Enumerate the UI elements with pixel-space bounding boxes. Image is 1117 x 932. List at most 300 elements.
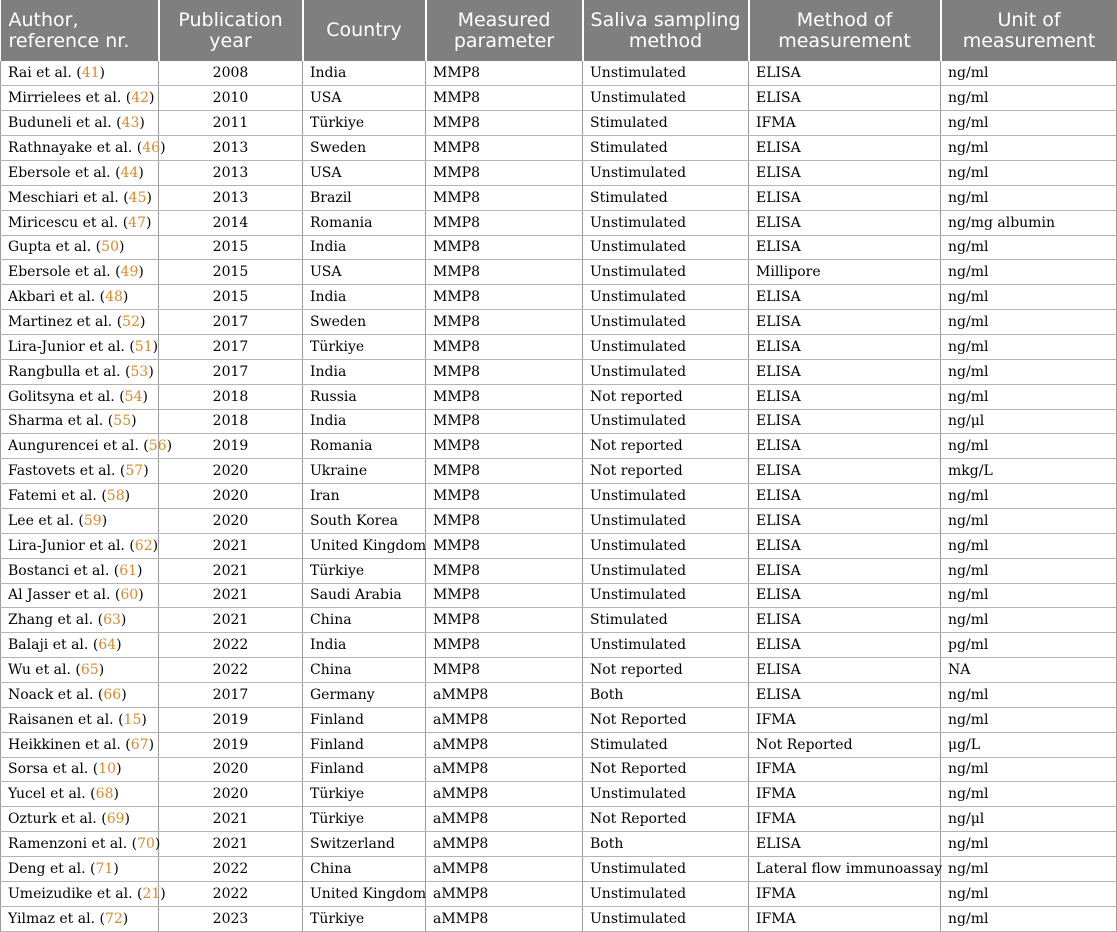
author-name: Umeizudike et al. — [8, 885, 133, 902]
cell-year: 2019 — [159, 732, 303, 757]
cell-year: 2018 — [159, 384, 303, 409]
cell-sampling: Unstimulated — [583, 310, 749, 335]
table-row — [1, 832, 1117, 857]
reference-link[interactable]: 53 — [130, 363, 149, 380]
cell-country: Sweden — [303, 310, 426, 335]
table-row — [1, 682, 1117, 707]
header-method: Method of measurement — [749, 0, 941, 61]
reference-link[interactable]: 46 — [142, 140, 161, 156]
reference-link[interactable]: 70 — [137, 836, 155, 853]
cell-parameter: aMMP8 — [426, 757, 583, 782]
cell-author: Rangbulla et al. (53) — [1, 359, 159, 384]
cell-method: ELISA — [749, 682, 941, 707]
cell-country: China — [303, 857, 426, 882]
cell-parameter: aMMP8 — [426, 881, 583, 906]
author-name: Deng et al. — [8, 860, 86, 877]
cell-author: Ebersole et al. (44) — [1, 160, 159, 185]
cell-parameter: MMP8 — [426, 384, 583, 409]
cell-year: 2013 — [159, 160, 303, 185]
cell-unit: ng/ml — [941, 160, 1117, 185]
cell-country: USA — [303, 260, 426, 285]
author-name: Gupta et al. — [8, 239, 92, 256]
cell-author: Rai et al. (41) — [1, 61, 159, 86]
reference-link[interactable]: 55 — [113, 413, 132, 430]
cell-country: Romania — [303, 434, 426, 459]
author-name: Golitsyna et al. — [8, 388, 115, 405]
cell-unit: ng/ml — [941, 533, 1117, 558]
cell-parameter: aMMP8 — [426, 906, 583, 931]
cell-country: India — [303, 235, 426, 260]
author-name: Aungurencei et al. — [8, 438, 139, 455]
reference-link[interactable]: 71 — [95, 860, 114, 877]
reference-link[interactable]: 51 — [134, 338, 153, 355]
cell-author: Sorsa et al. (10) — [1, 757, 159, 782]
reference-link[interactable]: 49 — [120, 264, 139, 281]
cell-country: Ukraine — [303, 459, 426, 484]
author-name: Yilmaz et al. — [8, 910, 96, 927]
cell-unit: ng/ml — [941, 682, 1117, 707]
cell-sampling: Not Reported — [583, 757, 749, 782]
cell-sampling: Stimulated — [583, 608, 749, 633]
cell-country: Türkiye — [303, 334, 426, 359]
cell-year: 2021 — [159, 608, 303, 633]
cell-author: Yucel et al. (68) — [1, 782, 159, 807]
cell-sampling: Unstimulated — [583, 906, 749, 931]
reference-link[interactable]: 44 — [120, 164, 139, 181]
cell-author: Ebersole et al. (49) — [1, 260, 159, 285]
cell-country: Switzerland — [303, 832, 426, 857]
cell-country: South Korea — [303, 508, 426, 533]
reference-link[interactable]: 56 — [148, 438, 167, 455]
cell-method: ELISA — [749, 61, 941, 86]
table-row — [1, 508, 1117, 533]
cell-method: ELISA — [749, 583, 941, 608]
cell-unit: ng/ml — [941, 608, 1117, 633]
reference-link[interactable]: 43 — [121, 115, 140, 132]
cell-author: Martinez et al. (52) — [1, 310, 159, 335]
cell-sampling: Unstimulated — [583, 508, 749, 533]
cell-unit: ng/ml — [941, 111, 1117, 136]
cell-year: 2015 — [159, 285, 303, 310]
reference-link[interactable]: 60 — [120, 587, 139, 604]
cell-author: Lee et al. (59) — [1, 508, 159, 533]
reference-link[interactable]: 10 — [98, 761, 117, 778]
table-row — [1, 61, 1117, 86]
cell-author: Zhang et al. (63) — [1, 608, 159, 633]
cell-author: Rathnayake et al. (46) — [1, 136, 159, 161]
cell-author: Yilmaz et al. (72) — [1, 906, 159, 931]
author-name: Balaji et al. — [8, 637, 89, 654]
cell-sampling: Unstimulated — [583, 558, 749, 583]
cell-author: Lira-Junior et al. (51) — [1, 334, 159, 359]
reference-link[interactable]: 42 — [131, 90, 150, 107]
cell-sampling: Stimulated — [583, 111, 749, 136]
table-row — [1, 807, 1117, 832]
cell-parameter: MMP8 — [426, 409, 583, 434]
cell-parameter: aMMP8 — [426, 707, 583, 732]
cell-method: ELISA — [749, 608, 941, 633]
cell-parameter: MMP8 — [426, 533, 583, 558]
header-row — [1, 0, 1117, 61]
cell-sampling: Unstimulated — [583, 484, 749, 509]
author-name: Sharma et al. — [8, 413, 104, 430]
cell-country: India — [303, 61, 426, 86]
cell-parameter: aMMP8 — [426, 682, 583, 707]
cell-country: Türkiye — [303, 782, 426, 807]
cell-country: United Kingdom — [303, 881, 426, 906]
cell-year: 2010 — [159, 86, 303, 111]
reference-link[interactable]: 65 — [80, 662, 99, 679]
table-row — [1, 111, 1117, 136]
cell-year: 2019 — [159, 707, 303, 732]
cell-sampling: Not reported — [583, 658, 749, 683]
reference-link[interactable]: 41 — [81, 65, 100, 82]
cell-unit: NA — [941, 658, 1117, 683]
table-row — [1, 857, 1117, 882]
cell-method: ELISA — [749, 409, 941, 434]
reference-link[interactable]: 72 — [104, 910, 123, 927]
cell-unit: ng/μl — [941, 409, 1117, 434]
table-row — [1, 658, 1117, 683]
cell-author: Bostanci et al. (61) — [1, 558, 159, 583]
author-name: Ozturk et al. — [8, 811, 97, 828]
author-name: Lee et al. — [8, 512, 74, 529]
cell-year: 2008 — [159, 61, 303, 86]
reference-link[interactable]: 68 — [95, 786, 114, 803]
cell-parameter: MMP8 — [426, 210, 583, 235]
cell-sampling: Unstimulated — [583, 359, 749, 384]
cell-method: IFMA — [749, 757, 941, 782]
reference-link[interactable]: 47 — [128, 214, 146, 231]
cell-method: ELISA — [749, 235, 941, 260]
table-row — [1, 707, 1117, 732]
cell-parameter: MMP8 — [426, 484, 583, 509]
reference-link[interactable]: 69 — [106, 811, 125, 828]
cell-sampling: Unstimulated — [583, 235, 749, 260]
cell-parameter: MMP8 — [426, 61, 583, 86]
cell-unit: ng/ml — [941, 508, 1117, 533]
cell-author: Meschiari et al. (45) — [1, 185, 159, 210]
header-unit: Unit of measurement — [941, 0, 1117, 61]
cell-parameter: MMP8 — [426, 459, 583, 484]
cell-method: IFMA — [749, 707, 941, 732]
cell-year: 2015 — [159, 260, 303, 285]
cell-unit: ng/ml — [941, 558, 1117, 583]
header-country: Country — [303, 0, 426, 61]
cell-unit: ng/μl — [941, 807, 1117, 832]
cell-year: 2019 — [159, 434, 303, 459]
cell-parameter: MMP8 — [426, 583, 583, 608]
cell-parameter: MMP8 — [426, 334, 583, 359]
reference-link[interactable]: 63 — [103, 612, 121, 629]
cell-parameter: MMP8 — [426, 260, 583, 285]
cell-unit: ng/ml — [941, 384, 1117, 409]
table-body — [1, 61, 1117, 931]
cell-country: Türkiye — [303, 111, 426, 136]
cell-sampling: Unstimulated — [583, 583, 749, 608]
cell-author: Mirrielees et al. (42) — [1, 86, 159, 111]
cell-country: India — [303, 285, 426, 310]
reference-link[interactable]: 61 — [119, 562, 138, 579]
cell-unit: ng/ml — [941, 707, 1117, 732]
cell-unit: ng/ml — [941, 260, 1117, 285]
cell-country: USA — [303, 160, 426, 185]
cell-year: 2014 — [159, 210, 303, 235]
cell-unit: ng/ml — [941, 881, 1117, 906]
cell-sampling: Unstimulated — [583, 881, 749, 906]
cell-sampling: Not Reported — [583, 707, 749, 732]
cell-country: Türkiye — [303, 558, 426, 583]
cell-year: 2017 — [159, 310, 303, 335]
table-row — [1, 533, 1117, 558]
cell-parameter: MMP8 — [426, 185, 583, 210]
cell-author: Fatemi et al. (58) — [1, 484, 159, 509]
cell-method: Lateral flow immunoassay — [749, 857, 941, 882]
cell-country: Finland — [303, 732, 426, 757]
cell-parameter: MMP8 — [426, 633, 583, 658]
cell-year: 2011 — [159, 111, 303, 136]
cell-year: 2017 — [159, 334, 303, 359]
author-name: Sorsa et al. — [8, 761, 89, 778]
cell-method: ELISA — [749, 136, 941, 161]
cell-year: 2021 — [159, 558, 303, 583]
cell-sampling: Unstimulated — [583, 210, 749, 235]
cell-sampling: Unstimulated — [583, 86, 749, 111]
cell-sampling: Unstimulated — [583, 782, 749, 807]
cell-country: Sweden — [303, 136, 426, 161]
cell-year: 2020 — [159, 459, 303, 484]
cell-unit: ng/ml — [941, 359, 1117, 384]
cell-year: 2021 — [159, 583, 303, 608]
cell-method: IFMA — [749, 881, 941, 906]
cell-method: ELISA — [749, 434, 941, 459]
cell-unit: ng/mg albumin — [941, 210, 1117, 235]
cell-author: Akbari et al. (48) — [1, 285, 159, 310]
cell-method: ELISA — [749, 86, 941, 111]
cell-parameter: MMP8 — [426, 111, 583, 136]
table-row — [1, 583, 1117, 608]
cell-year: 2017 — [159, 359, 303, 384]
cell-parameter: MMP8 — [426, 434, 583, 459]
table-row — [1, 260, 1117, 285]
cell-author: Noack et al. (66) — [1, 682, 159, 707]
author-name: Akbari et al. — [8, 289, 96, 306]
author-name: Martinez et al. — [8, 314, 113, 331]
author-name: Mirrielees et al. — [8, 90, 122, 107]
author-name: Al Jasser et al. — [8, 587, 111, 604]
header-year: Publication year — [159, 0, 303, 61]
reference-link[interactable]: 21 — [142, 885, 161, 902]
reference-link[interactable]: 58 — [106, 488, 125, 505]
cell-year: 2022 — [159, 633, 303, 658]
header-author: Author, reference nr. — [1, 0, 159, 61]
cell-method: Millipore — [749, 260, 941, 285]
cell-parameter: MMP8 — [426, 508, 583, 533]
table-row — [1, 633, 1117, 658]
author-name: Wu et al. — [8, 662, 71, 679]
cell-year: 2020 — [159, 757, 303, 782]
cell-country: Russia — [303, 384, 426, 409]
cell-year: 2013 — [159, 185, 303, 210]
cell-year: 2020 — [159, 484, 303, 509]
cell-sampling: Not Reported — [583, 807, 749, 832]
cell-unit: ng/ml — [941, 61, 1117, 86]
reference-link[interactable]: 67 — [130, 736, 149, 753]
reference-link[interactable]: 45 — [128, 189, 147, 206]
cell-parameter: aMMP8 — [426, 732, 583, 757]
cell-method: ELISA — [749, 832, 941, 857]
cell-method: ELISA — [749, 658, 941, 683]
author-name: Rai et al. — [8, 65, 72, 82]
cell-unit: ng/ml — [941, 86, 1117, 111]
reference-link[interactable]: 48 — [105, 289, 123, 306]
cell-year: 2017 — [159, 682, 303, 707]
cell-author: Wu et al. (65) — [1, 658, 159, 683]
table-row — [1, 359, 1117, 384]
cell-author: Aungurencei et al. (56) — [1, 434, 159, 459]
cell-author: Golitsyna et al. (54) — [1, 384, 159, 409]
table-row — [1, 160, 1117, 185]
cell-unit: ng/ml — [941, 832, 1117, 857]
author-name: Fatemi et al. — [8, 488, 97, 505]
cell-parameter: aMMP8 — [426, 782, 583, 807]
table-row — [1, 434, 1117, 459]
author-name: Ebersole et al. — [8, 264, 111, 281]
cell-sampling: Stimulated — [583, 185, 749, 210]
cell-author: Al Jasser et al. (60) — [1, 583, 159, 608]
cell-parameter: MMP8 — [426, 558, 583, 583]
cell-author: Sharma et al. (55) — [1, 409, 159, 434]
header-parameter: Measured parameter — [426, 0, 583, 61]
cell-sampling: Unstimulated — [583, 260, 749, 285]
table-row — [1, 384, 1117, 409]
cell-unit: ng/ml — [941, 583, 1117, 608]
cell-parameter: aMMP8 — [426, 832, 583, 857]
cell-country: Finland — [303, 757, 426, 782]
cell-sampling: Not reported — [583, 459, 749, 484]
cell-year: 2020 — [159, 508, 303, 533]
cell-method: ELISA — [749, 285, 941, 310]
reference-link[interactable]: 62 — [134, 537, 153, 554]
author-name: Bostanci et al. — [8, 562, 110, 579]
cell-parameter: MMP8 — [426, 310, 583, 335]
author-name: Rathnayake et al. — [8, 140, 133, 156]
cell-author: Balaji et al. (64) — [1, 633, 159, 658]
cell-parameter: MMP8 — [426, 285, 583, 310]
cell-unit: ng/ml — [941, 782, 1117, 807]
cell-sampling: Stimulated — [583, 732, 749, 757]
table-row — [1, 558, 1117, 583]
cell-unit: mkg/L — [941, 459, 1117, 484]
author-name: Raisanen et al. — [8, 711, 114, 728]
author-name: Lira-Junior et al. — [8, 537, 125, 554]
cell-parameter: aMMP8 — [426, 807, 583, 832]
cell-year: 2021 — [159, 533, 303, 558]
author-name: Meschiari et al. — [8, 189, 119, 206]
cell-unit: ng/ml — [941, 334, 1117, 359]
cell-unit: ng/ml — [941, 484, 1117, 509]
cell-author: Fastovets et al. (57) — [1, 459, 159, 484]
cell-author: Buduneli et al. (43) — [1, 111, 159, 136]
cell-author: Miricescu et al. (47) — [1, 210, 159, 235]
table-row — [1, 782, 1117, 807]
cell-sampling: Unstimulated — [583, 409, 749, 434]
reference-link[interactable]: 54 — [124, 388, 143, 405]
cell-method: IFMA — [749, 111, 941, 136]
cell-method: ELISA — [749, 185, 941, 210]
cell-unit: ng/ml — [941, 185, 1117, 210]
cell-sampling: Unstimulated — [583, 160, 749, 185]
cell-method: ELISA — [749, 310, 941, 335]
author-name: Ebersole et al. — [8, 164, 111, 181]
table-row — [1, 310, 1117, 335]
cell-parameter: MMP8 — [426, 235, 583, 260]
cell-year: 2021 — [159, 807, 303, 832]
cell-unit: pg/ml — [941, 633, 1117, 658]
author-name: Fastovets et al. — [8, 463, 116, 480]
cell-method: ELISA — [749, 558, 941, 583]
cell-parameter: aMMP8 — [426, 857, 583, 882]
author-name: Lira-Junior et al. — [8, 338, 125, 355]
cell-parameter: MMP8 — [426, 86, 583, 111]
cell-country: Iran — [303, 484, 426, 509]
cell-sampling: Both — [583, 682, 749, 707]
cell-year: 2015 — [159, 235, 303, 260]
reference-link[interactable]: 52 — [122, 314, 140, 331]
reference-link[interactable]: 57 — [125, 463, 144, 480]
cell-country: India — [303, 359, 426, 384]
cell-country: India — [303, 409, 426, 434]
cell-author: Raisanen et al. (15) — [1, 707, 159, 732]
reference-link[interactable]: 59 — [83, 512, 102, 529]
cell-unit: ng/ml — [941, 235, 1117, 260]
cell-sampling: Unstimulated — [583, 533, 749, 558]
cell-method: ELISA — [749, 210, 941, 235]
table-row — [1, 235, 1117, 260]
cell-country: Brazil — [303, 185, 426, 210]
cell-unit: ng/ml — [941, 757, 1117, 782]
table-row — [1, 906, 1117, 931]
cell-country: Germany — [303, 682, 426, 707]
cell-method: Not Reported — [749, 732, 941, 757]
cell-author: Ozturk et al. (69) — [1, 807, 159, 832]
author-name: Zhang et al. — [8, 612, 94, 629]
cell-sampling: Not reported — [583, 434, 749, 459]
table-row — [1, 136, 1117, 161]
reference-link[interactable]: 64 — [98, 637, 117, 654]
table-row — [1, 285, 1117, 310]
reference-link[interactable]: 66 — [103, 686, 122, 703]
cell-country: Türkiye — [303, 906, 426, 931]
cell-method: IFMA — [749, 807, 941, 832]
table-row — [1, 409, 1117, 434]
cell-unit: ng/ml — [941, 136, 1117, 161]
table-row — [1, 334, 1117, 359]
cell-author: Ramenzoni et al. (70) — [1, 832, 159, 857]
reference-link[interactable]: 50 — [101, 239, 119, 256]
cell-author: Umeizudike et al. (21) — [1, 881, 159, 906]
cell-year: 2013 — [159, 136, 303, 161]
table-row — [1, 86, 1117, 111]
table-row — [1, 608, 1117, 633]
reference-link[interactable]: 15 — [123, 711, 142, 728]
cell-method: ELISA — [749, 633, 941, 658]
cell-method: ELISA — [749, 359, 941, 384]
author-name: Heikkinen et al. — [8, 736, 121, 753]
author-name: Rangbulla et al. — [8, 363, 121, 380]
table-row — [1, 459, 1117, 484]
table-row — [1, 484, 1117, 509]
